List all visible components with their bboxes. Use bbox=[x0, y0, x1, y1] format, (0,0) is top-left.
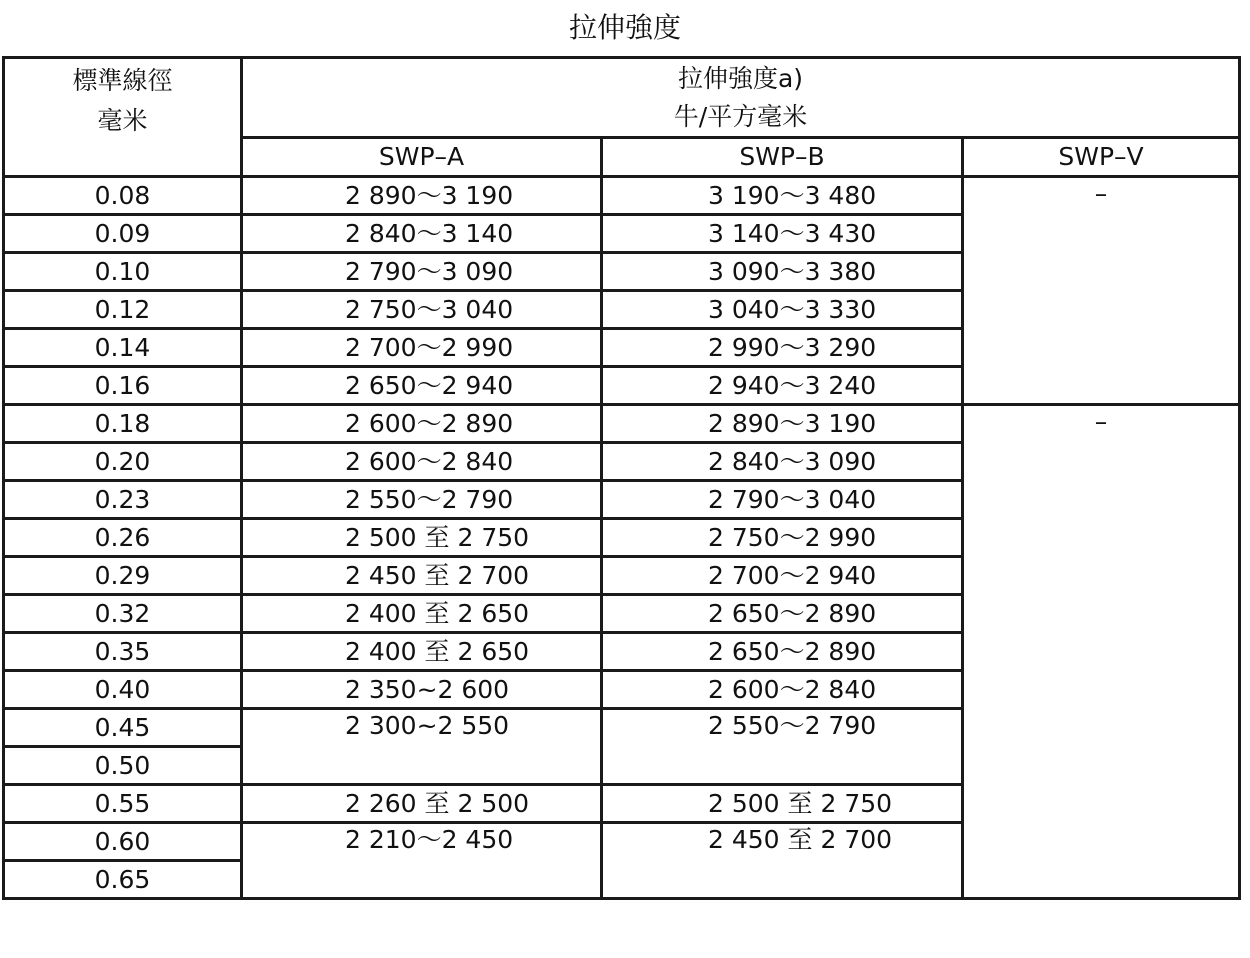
swp-v-cell: – bbox=[963, 177, 1240, 405]
diameter-cell: 0.23 bbox=[4, 481, 242, 519]
swp-v-cell: – bbox=[963, 405, 1240, 899]
swp-a-cell: 2 890～3 190 bbox=[242, 177, 602, 215]
swp-b-cell: 2 700～2 940 bbox=[602, 557, 963, 595]
swp-b-cell: 2 750～2 990 bbox=[602, 519, 963, 557]
diameter-cell: 0.10 bbox=[4, 253, 242, 291]
swp-a-cell: 2 500 至 2 750 bbox=[242, 519, 602, 557]
swp-a-cell: 2 400 至 2 650 bbox=[242, 633, 602, 671]
swp-b-cell: 2 940～3 240 bbox=[602, 367, 963, 405]
header-swp-b: SWP–B bbox=[602, 138, 963, 177]
header-row-1 bbox=[4, 58, 1240, 138]
diameter-cell: 0.12 bbox=[4, 291, 242, 329]
page-title: 拉伸強度 bbox=[568, 11, 681, 44]
swp-b-cell: 2 500 至 2 750 bbox=[602, 785, 963, 823]
diameter-cell: 0.29 bbox=[4, 557, 242, 595]
swp-b-cell: 2 890～3 190 bbox=[602, 405, 963, 443]
diameter-cell: 0.09 bbox=[4, 215, 242, 253]
diameter-cell: 0.55 bbox=[4, 785, 242, 823]
diameter-cell: 0.32 bbox=[4, 595, 242, 633]
diameter-cell: 0.50 bbox=[4, 747, 242, 785]
swp-b-cell: 2 650～2 890 bbox=[602, 595, 963, 633]
tensile-strength-table bbox=[2, 56, 1241, 900]
swp-b-cell: 3 140～3 430 bbox=[602, 215, 963, 253]
header-swp-v: SWP–V bbox=[963, 138, 1240, 177]
swp-a-cell: 2 210～2 450 bbox=[242, 823, 602, 899]
swp-a-cell: 2 650～2 940 bbox=[242, 367, 602, 405]
diameter-cell: 0.35 bbox=[4, 633, 242, 671]
diameter-cell: 0.08 bbox=[4, 177, 242, 215]
swp-a-cell: 2 300~2 550 bbox=[242, 709, 602, 785]
swp-a-cell: 2 790～3 090 bbox=[242, 253, 602, 291]
swp-b-cell: 3 090～3 380 bbox=[602, 253, 963, 291]
swp-a-cell: 2 600～2 890 bbox=[242, 405, 602, 443]
diameter-cell: 0.14 bbox=[4, 329, 242, 367]
swp-a-cell: 2 400 至 2 650 bbox=[242, 595, 602, 633]
swp-a-cell: 2 450 至 2 700 bbox=[242, 557, 602, 595]
swp-a-cell: 2 750～3 040 bbox=[242, 291, 602, 329]
diameter-cell: 0.26 bbox=[4, 519, 242, 557]
diameter-cell: 0.65 bbox=[4, 861, 242, 899]
swp-b-cell: 2 990～3 290 bbox=[602, 329, 963, 367]
swp-a-cell: 2 600～2 840 bbox=[242, 443, 602, 481]
header-diameter-label: 標準線徑 bbox=[72, 66, 173, 95]
swp-a-cell: 2 260 至 2 500 bbox=[242, 785, 602, 823]
swp-a-cell: 2 700～2 990 bbox=[242, 329, 602, 367]
header-diameter-unit: 毫米 bbox=[97, 106, 148, 135]
swp-b-cell: 2 450 至 2 700 bbox=[602, 823, 963, 899]
diameter-cell: 0.40 bbox=[4, 671, 242, 709]
swp-b-cell: 2 600～2 840 bbox=[602, 671, 963, 709]
header-strength-unit: 牛/平方毫米 bbox=[673, 101, 808, 131]
header-diameter bbox=[4, 58, 242, 177]
swp-a-cell: 2 840～3 140 bbox=[242, 215, 602, 253]
swp-b-cell: 2 650～2 890 bbox=[602, 633, 963, 671]
table-row bbox=[4, 405, 1240, 443]
table-row bbox=[4, 177, 1240, 215]
swp-b-cell: 2 550～2 790 bbox=[602, 709, 963, 785]
swp-b-cell: 2 840～3 090 bbox=[602, 443, 963, 481]
header-swp-a: SWP–A bbox=[242, 138, 602, 177]
diameter-cell: 0.18 bbox=[4, 405, 242, 443]
swp-b-cell: 2 790～3 040 bbox=[602, 481, 963, 519]
header-strength bbox=[242, 58, 1240, 138]
diameter-cell: 0.20 bbox=[4, 443, 242, 481]
header-strength-label: 拉伸強度a) bbox=[677, 63, 804, 93]
swp-a-cell: 2 350~2 600 bbox=[242, 671, 602, 709]
swp-b-cell: 3 190～3 480 bbox=[602, 177, 963, 215]
diameter-cell: 0.16 bbox=[4, 367, 242, 405]
diameter-cell: 0.45 bbox=[4, 709, 242, 747]
diameter-cell: 0.60 bbox=[4, 823, 242, 861]
swp-a-cell: 2 550～2 790 bbox=[242, 481, 602, 519]
swp-b-cell: 3 040～3 330 bbox=[602, 291, 963, 329]
